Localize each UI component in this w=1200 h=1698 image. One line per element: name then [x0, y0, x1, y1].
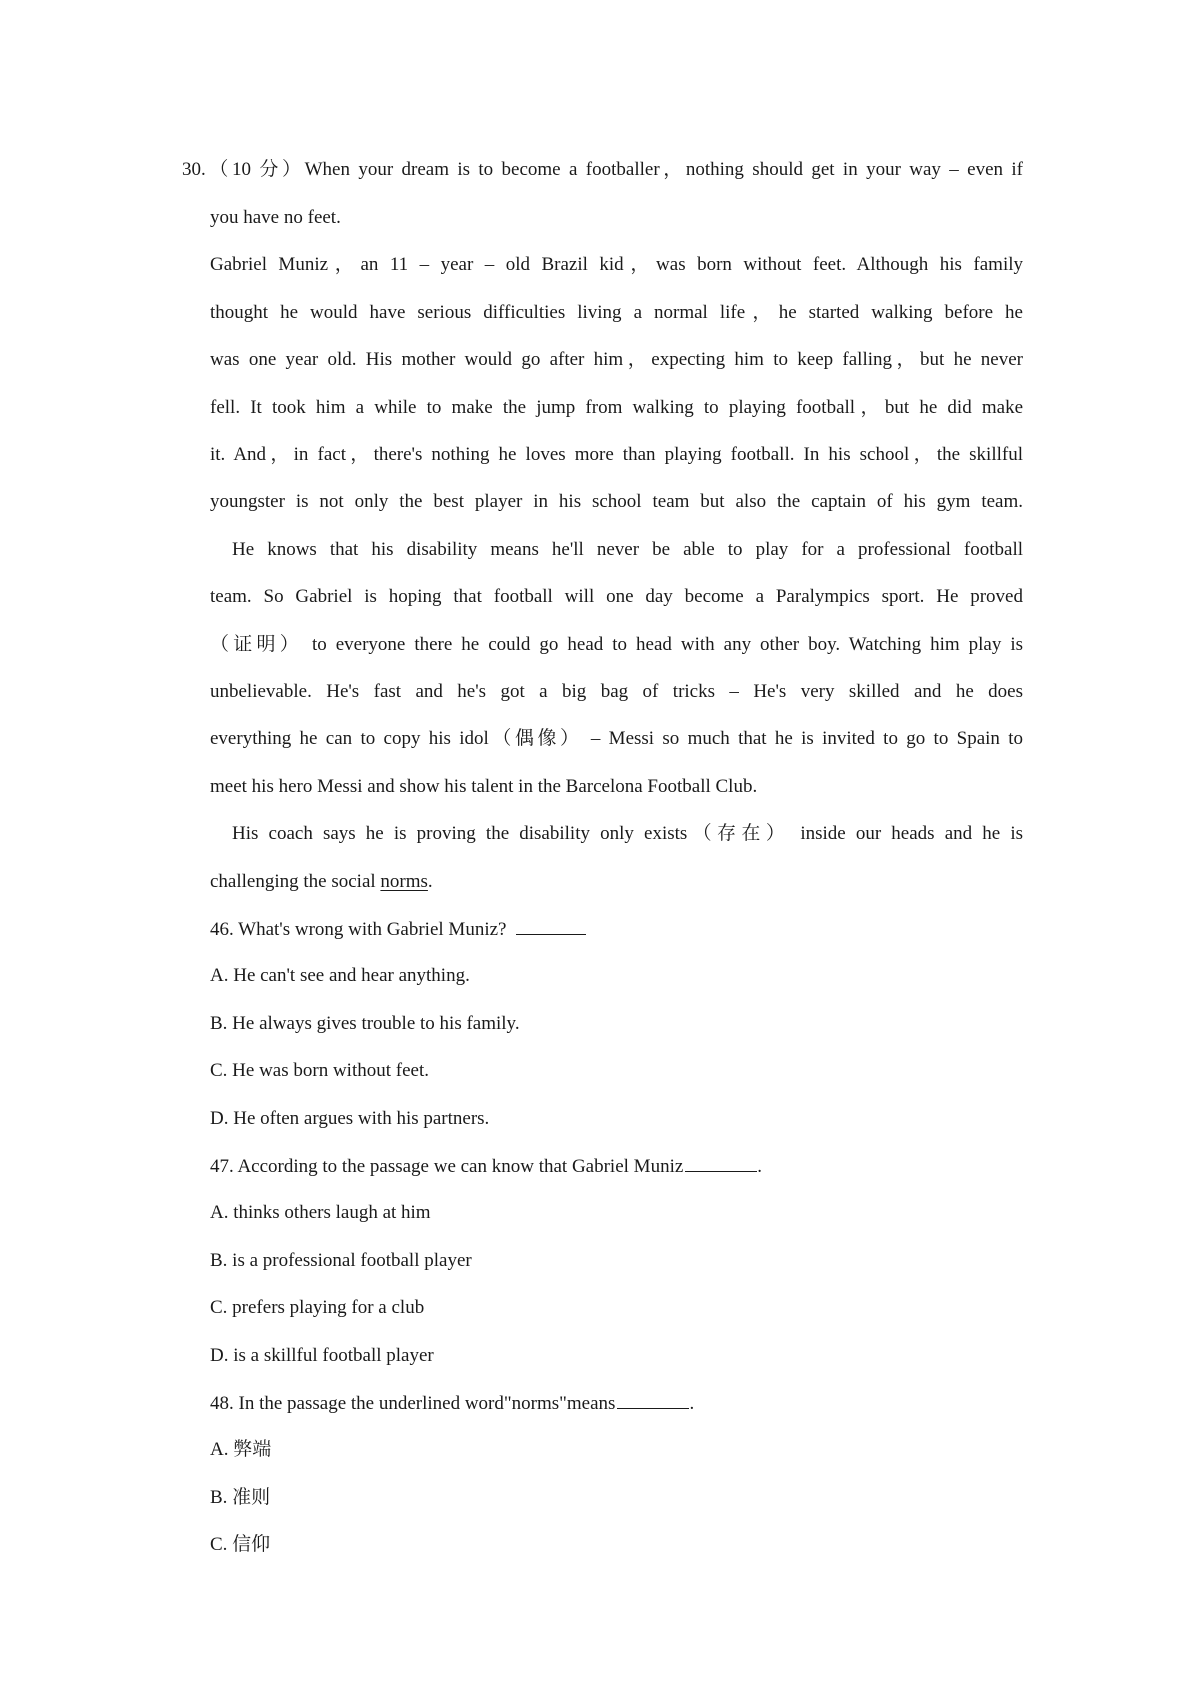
question-47-stem: [210, 1153, 1023, 1180]
paragraph-1-line: it. And，in fact，there's nothing he loves more than playing football. In his school，the skillful: [210, 444, 1023, 465]
paragraph-2-line: He knows that his disability means he'll never be able to play for a professional football: [232, 539, 1023, 560]
question-30-intro-line-1: 30.（10 分）When your dream is to become a footballer，nothing should get in your way – even if: [182, 159, 1023, 180]
paragraph-1-line: thought he would have serious difficulties living a normal life，he started walking before he: [210, 302, 1023, 323]
answer-blank: [685, 1153, 757, 1172]
answer-blank: [617, 1390, 689, 1409]
answer-blank: [516, 916, 586, 935]
question-47-option-a: A. thinks others laugh at him: [210, 1202, 431, 1223]
paragraph-2-line: unbelievable. He's fast and he's got a big bag of tricks – He's very skilled and he does: [210, 681, 1023, 702]
question-47-text: 47. According to the passage we can know that Gabriel Muniz: [210, 1156, 684, 1177]
question-47-option-d: D. is a skillful football player: [210, 1345, 434, 1366]
question-30-intro-line-2: you have no feet.: [210, 207, 341, 228]
question-47-tail: .: [757, 1156, 763, 1177]
paragraph-3-line-2: [210, 869, 1023, 895]
paragraph-3-line-1: His coach says he is proving the disability only exists（存在） inside our heads and he is: [232, 823, 1023, 844]
question-48-option-c: C. 信仰: [210, 1534, 271, 1555]
paragraph-1-line: Gabriel Muniz，an 11 – year – old Brazil kid，was born without feet. Although his family: [210, 254, 1023, 275]
question-48-stem: [210, 1390, 1023, 1417]
paragraph-2-line: meet his hero Messi and show his talent in the Barcelona Football Club.: [210, 776, 758, 797]
underlined-word-norms: norms: [380, 871, 428, 892]
paragraph-1-line: youngster is not only the best player in his school team but also the captain of his gym team.: [210, 491, 1023, 512]
question-46-option-b: B. He always gives trouble to his family.: [210, 1013, 520, 1034]
paragraph-2-line: team. So Gabriel is hoping that football will one day become a Paralympics sport. He proved: [210, 586, 1023, 607]
paragraph-2-line: （证明） to everyone there he could go head to head with any other boy. Watching him play is: [210, 634, 1023, 655]
question-48-option-a: A. 弊端: [210, 1439, 272, 1460]
question-48-option-b: B. 准则: [210, 1487, 271, 1508]
question-48-text: 48. In the passage the underlined word"norms"means: [210, 1393, 616, 1414]
question-46-text: 46. What's wrong with Gabriel Muniz?: [210, 919, 507, 940]
norms-suffix: .: [427, 871, 433, 892]
question-46-option-d: D. He often argues with his partners.: [210, 1108, 490, 1129]
norms-prefix: challenging the social: [210, 871, 381, 892]
paragraph-2-line: everything he can to copy his idol（偶像） – Messi so much that he is invited to go to Spain to: [210, 728, 1023, 749]
paragraph-1-line: was one year old. His mother would go after him，expecting him to keep falling，but he never: [210, 349, 1023, 370]
question-47-option-b: B. is a professional football player: [210, 1250, 472, 1271]
question-46-option-a: A. He can't see and hear anything.: [210, 965, 470, 986]
paragraph-1-line: fell. It took him a while to make the jump from walking to playing football，but he did make: [210, 397, 1023, 418]
question-47-option-c: C. prefers playing for a club: [210, 1297, 425, 1318]
question-48-tail: .: [689, 1393, 695, 1414]
question-46-stem: [210, 916, 1023, 943]
question-46-option-c: C. He was born without feet.: [210, 1060, 429, 1081]
